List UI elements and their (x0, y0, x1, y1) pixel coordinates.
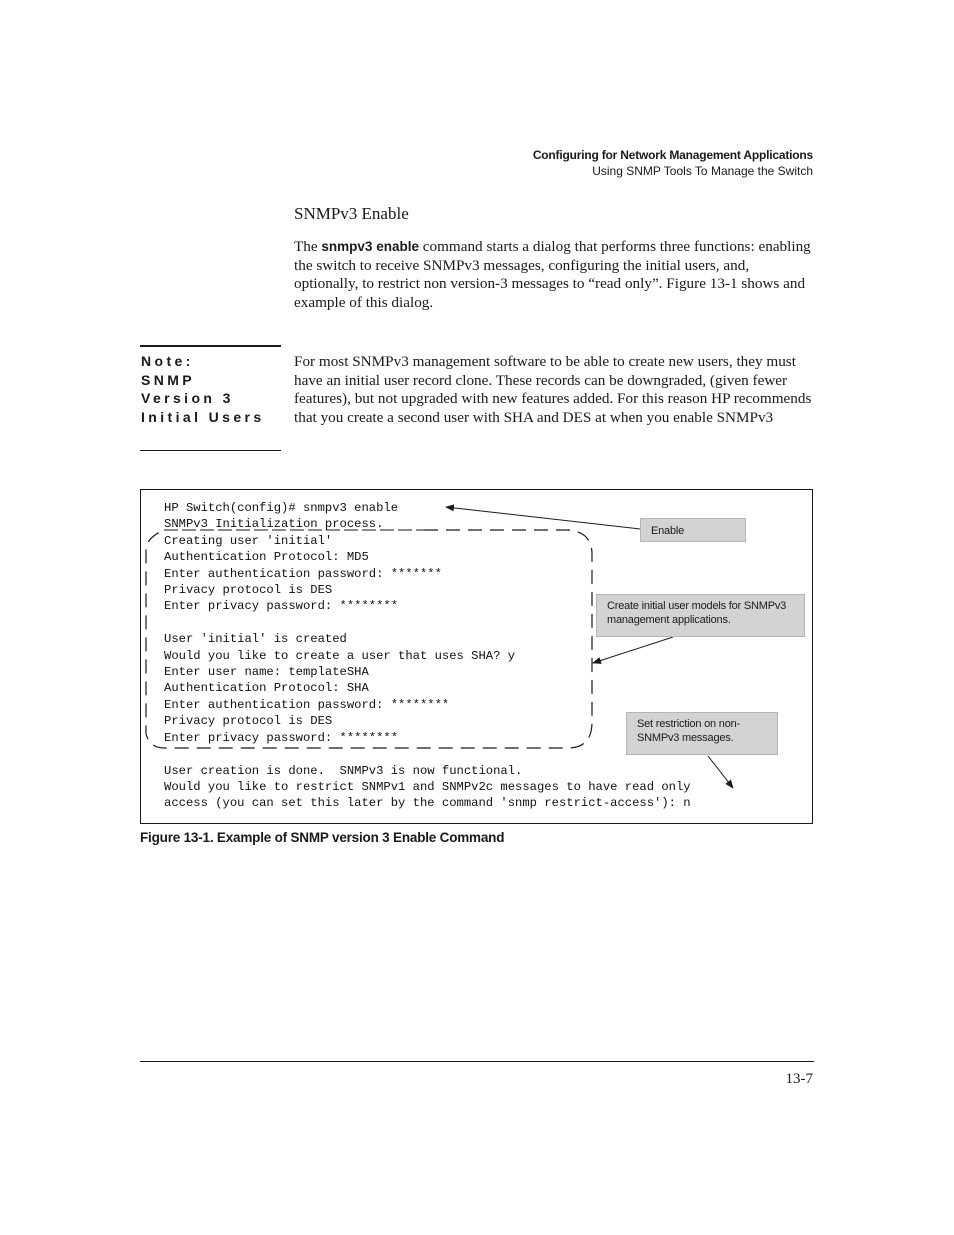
note-label-line: Version 3 (141, 390, 234, 406)
callout-enable: Enable (640, 518, 746, 542)
terminal-line: Authentication Protocol: SHA (164, 681, 369, 696)
note-label-line: Note: (141, 353, 194, 369)
page-number: 13-7 (785, 1071, 813, 1087)
running-header-chapter: Configuring for Network Management Applications (532, 148, 813, 162)
figure-caption: Figure 13-1. Example of SNMP version 3 Enable Command (140, 830, 505, 845)
arrow-create (593, 637, 673, 663)
arrow-restrict (708, 756, 733, 788)
terminal-line: HP Switch(config)# snmpv3 enable (164, 501, 399, 515)
terminal-line: User creation is done. SNMPv3 is now functional. (164, 763, 523, 778)
terminal-line: access (you can set this later by the command 'snmp restrict-access'): n (164, 796, 691, 811)
terminal-line: SNMPv3 Initialization process. (164, 517, 384, 532)
note-label-line: Initial Users (141, 408, 265, 425)
terminal-line: Would you like to restrict SNMPv1 and SNMPv2c messages to have read only (164, 779, 691, 794)
dashed-outline (146, 530, 592, 748)
intro-text: command starts a dialog that performs three functions: enabling the switch to receive SNMPv3 messages, configuring the initial users, and, optionally, to restrict non version-3 messages to “read only”. Figure 13-1 shows and example of this dialog. (294, 238, 811, 312)
section-title: SNMPv3 Enable (294, 204, 409, 223)
terminal-line: Enter authentication password: ******* (164, 566, 442, 581)
note-label-line: SNMP (141, 371, 196, 388)
terminal-line: Enter authentication password: ******** (164, 697, 450, 712)
running-header-section: Using SNMP Tools To Manage the Switch (592, 164, 813, 178)
terminal-line: Would you like to create a user that uses SHA? y (164, 648, 516, 663)
terminal-line: Privacy protocol is DES (164, 583, 333, 598)
footer-rule (140, 1061, 814, 1062)
terminal-line: Privacy protocol is DES (164, 714, 333, 729)
note-body: For most SNMPv3 management software to be able to create new users, they must have an initial user record clone. These records can be downgraded, (given fewer features), but not upgraded with new features added. For this reason HP recommends that you create a second user with SHA and DES at when you enable SNMPv3 (294, 353, 812, 427)
intro-command: snmpv3 enable (321, 239, 419, 254)
terminal-line: Authentication Protocol: MD5 (164, 550, 369, 565)
terminal-line: Enter privacy password: ******** (164, 599, 399, 614)
arrow-enable (446, 507, 640, 529)
terminal-line: Enter privacy password: ******** (164, 730, 399, 745)
callout-restrict: Set restriction on non-SNMPv3 messages. (626, 712, 778, 755)
callout-create-users: Create initial user models for SNMPv3 management applications. (596, 594, 805, 637)
terminal-line: User 'initial' is created (164, 632, 347, 647)
intro-prefix: The (294, 238, 322, 255)
terminal-line: Creating user 'initial' (164, 533, 333, 548)
terminal-line: Enter user name: templateSHA (164, 665, 369, 680)
